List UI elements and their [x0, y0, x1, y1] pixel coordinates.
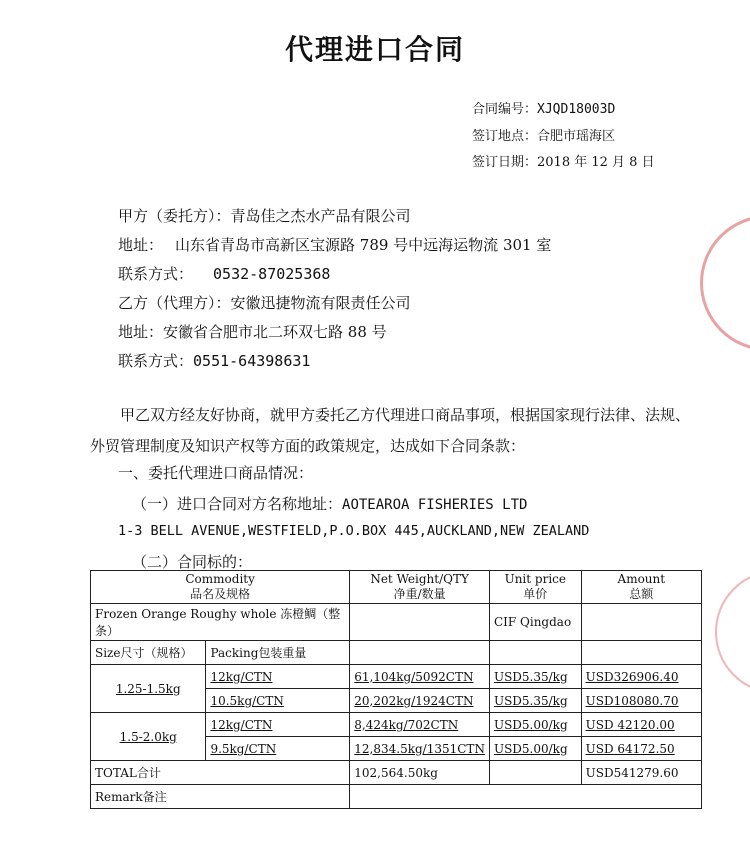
packing-cell	[206, 665, 350, 689]
weight-cell	[350, 713, 490, 737]
weight-value: 61,104kg/5092CTN	[354, 669, 474, 684]
signing-date-label: 签订日期：	[472, 155, 538, 170]
total-row	[91, 761, 702, 785]
empty-cell	[489, 761, 581, 785]
subject-heading: （二）合同标的：	[132, 553, 253, 571]
total-label: TOTAL合计	[91, 761, 350, 785]
party-b-address-label: 地址：	[118, 323, 164, 341]
header-commodity	[91, 571, 350, 604]
section-1-heading: 一、委托代理进口商品情况：	[118, 464, 314, 482]
party-b-name-value: 安徽迅捷物流有限责任公司	[230, 294, 411, 312]
header-price-cn: 单价	[523, 587, 548, 601]
price-cell	[489, 689, 581, 713]
size-group-2-label: 1.5-2.0kg	[119, 729, 177, 744]
size-header: Size尺寸（规格）	[91, 641, 206, 665]
price-cell	[489, 665, 581, 689]
packing-cell	[206, 689, 350, 713]
party-a-address	[118, 234, 551, 255]
counterparty-line	[132, 493, 527, 514]
amount-value: USD 64172.50	[585, 741, 675, 756]
party-a-address-label: 地址：	[118, 236, 164, 254]
total-amount: USD541279.60	[581, 761, 701, 785]
product-row	[91, 604, 702, 641]
party-a-name-value: 青岛佳之杰水产品有限公司	[230, 207, 411, 225]
signing-place	[472, 125, 615, 144]
header-weight-cn: 净重/数量	[393, 587, 446, 601]
party-b-address	[118, 321, 387, 342]
amount-value: USD108080.70	[585, 693, 679, 708]
size-header-row	[91, 641, 702, 665]
price-value: USD5.35/kg	[493, 693, 568, 708]
faint-seal-stamp	[715, 570, 750, 694]
amount-cell	[581, 665, 701, 689]
packing-value: 10.5kg/CTN	[210, 693, 284, 708]
counterparty-address: 1-3 BELL AVENUE,WESTFIELD,P.O.BOX 445,AUCKLAND,NEW ZEALAND	[118, 523, 590, 539]
product-name: Frozen Orange Roughy whole 冻橙鲷（整条）	[91, 604, 350, 641]
product-weight-empty	[350, 604, 490, 641]
company-seal-stamp	[700, 215, 750, 351]
price-value: USD5.35/kg	[493, 669, 568, 684]
signing-date	[472, 151, 655, 170]
packing-header: Packing包装重量	[206, 641, 350, 665]
contract-number	[472, 98, 615, 117]
empty-cell	[489, 641, 581, 665]
header-commodity-en: Commodity	[185, 572, 255, 586]
goods-table	[90, 570, 702, 809]
header-amount-cn: 总额	[629, 587, 654, 601]
header-commodity-cn: 品名及规格	[190, 587, 251, 601]
party-b-contact-value: 0551-64398631	[193, 352, 311, 370]
remark-row	[91, 785, 702, 809]
party-a-contact	[118, 263, 330, 284]
header-weight	[350, 571, 490, 604]
party-b-name	[118, 292, 411, 313]
signing-place-label: 签订地点：	[472, 129, 538, 144]
size-group-1-label: 1.25-1.5kg	[115, 681, 181, 696]
price-value: USD5.00/kg	[493, 741, 568, 756]
price-value: USD5.00/kg	[493, 717, 568, 732]
price-cell	[489, 713, 581, 737]
party-b-contact	[118, 350, 310, 371]
party-b-name-label: 乙方（代理方）：	[118, 294, 231, 312]
contract-number-label: 合同编号：	[472, 102, 538, 117]
header-weight-en: Net Weight/QTY	[370, 572, 469, 586]
intro-paragraph: 甲乙双方经友好协商，就甲方委托乙方代理进口商品事项，根据国家现行法律、法规、外贸管理制度及知识产权等方面的政策规定，达成如下合同条款：	[90, 406, 691, 455]
weight-value: 12,834.5kg/1351CTN	[354, 741, 485, 756]
party-a-contact-label: 联系方式：	[118, 265, 194, 283]
size-group-1	[91, 665, 206, 713]
party-b-address-value: 安徽省合肥市北二环双七路 88 号	[163, 323, 387, 341]
party-b-contact-label: 联系方式：	[118, 352, 194, 370]
party-a-address-value: 山东省青岛市高新区宝源路 789 号中远海运物流 301 室	[175, 236, 552, 254]
party-a-contact-value: 0532-87025368	[213, 265, 331, 283]
empty-cell	[350, 641, 490, 665]
counterparty-label: （一）进口合同对方名称地址：	[132, 495, 343, 513]
party-a-name	[118, 205, 411, 226]
table-row	[91, 665, 702, 689]
weight-cell	[350, 689, 490, 713]
packing-value: 12kg/CTN	[210, 717, 273, 732]
weight-value: 20,202kg/1924CTN	[354, 693, 474, 708]
header-amount	[581, 571, 701, 604]
total-weight: 102,564.50kg	[350, 761, 490, 785]
amount-value: USD 42120.00	[585, 717, 675, 732]
signing-place-value: 合肥市瑶海区	[537, 129, 616, 144]
party-a-name-label: 甲方（委托方）：	[118, 207, 231, 225]
packing-value: 9.5kg/CTN	[210, 741, 277, 756]
header-price	[489, 571, 581, 604]
empty-cell	[581, 641, 701, 665]
counterparty-name: AOTEAROA FISHERIES LTD	[342, 497, 528, 513]
packing-value: 12kg/CTN	[210, 669, 273, 684]
packing-cell	[206, 713, 350, 737]
table-row	[91, 713, 702, 737]
signing-date-value: 2018 年 12 月 8 日	[537, 155, 655, 170]
packing-cell	[206, 737, 350, 761]
table-header-row	[91, 571, 702, 604]
amount-cell	[581, 737, 701, 761]
header-amount-en: Amount	[617, 572, 666, 586]
price-cell	[489, 737, 581, 761]
amount-cell	[581, 689, 701, 713]
weight-value: 8,424kg/702CTN	[354, 717, 459, 732]
contract-number-value: XJQD18003D	[537, 102, 616, 117]
size-group-2	[91, 713, 206, 761]
trade-term: CIF Qingdao	[489, 604, 581, 641]
remark-label: Remark备注	[91, 785, 350, 809]
header-price-en: Unit price	[504, 572, 566, 586]
document-title: 代理进口合同	[284, 33, 465, 66]
remark-value	[350, 785, 702, 809]
product-amount-empty	[581, 604, 701, 641]
amount-cell	[581, 713, 701, 737]
amount-value: USD326906.40	[585, 669, 679, 684]
weight-cell	[350, 737, 490, 761]
weight-cell	[350, 665, 490, 689]
